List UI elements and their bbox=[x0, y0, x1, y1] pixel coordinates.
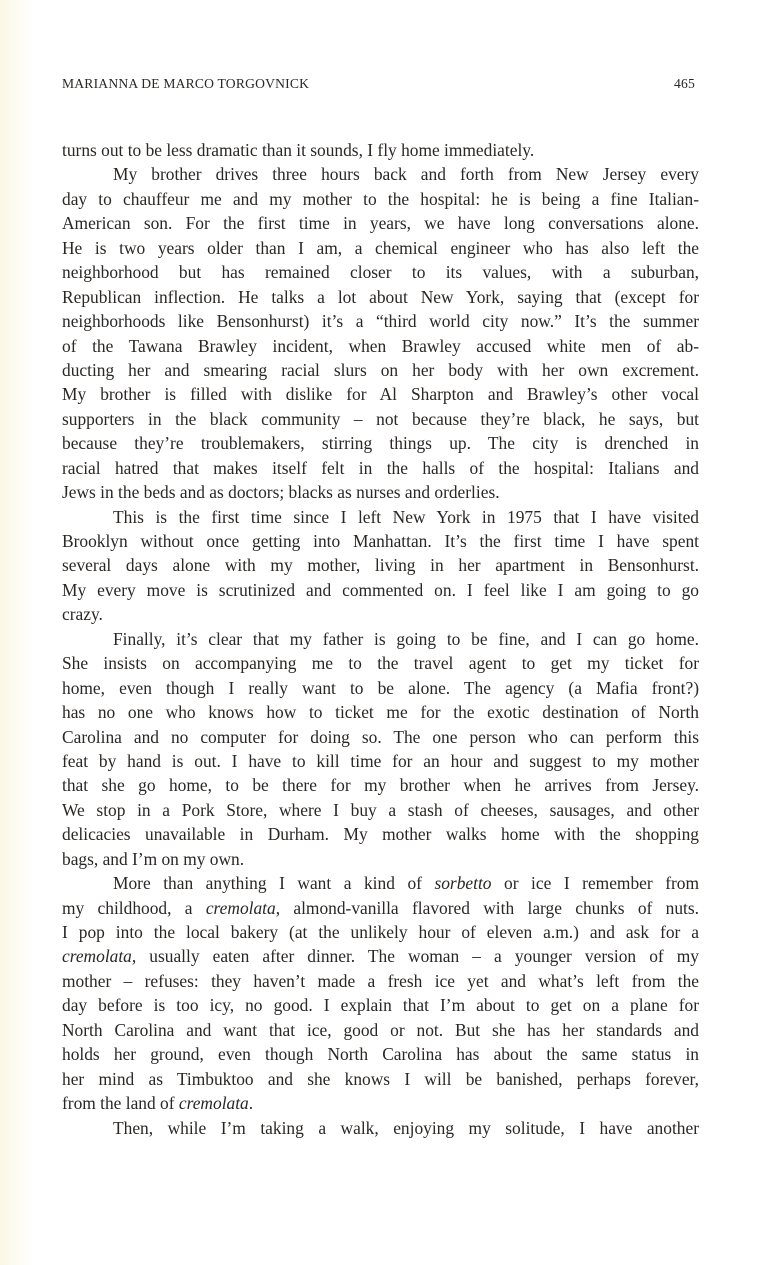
text-line bbox=[62, 969, 699, 993]
text-line bbox=[62, 602, 699, 626]
text-segment: , usually eaten after dinner. The woman – a younger version of my bbox=[131, 946, 699, 967]
text-segment: Carolina and no computer for doing so. The one person who can perform this bbox=[62, 726, 699, 747]
text-segment: feat by hand is out. I have to kill time for an hour and suggest to my mother bbox=[62, 750, 699, 771]
text-line bbox=[62, 358, 699, 382]
text-segment: Republican inflection. He talks a lot about New York, saying that (except for bbox=[62, 286, 699, 307]
text-line bbox=[62, 1042, 699, 1066]
text-segment: mother – refuses: they haven’t made a fresh ice yet and what’s left from the bbox=[62, 970, 699, 991]
paragraph bbox=[62, 138, 699, 162]
text-segment: of the Tawana Brawley incident, when Brawley accused white men of ab- bbox=[62, 335, 699, 356]
text-segment: turns out to be less dramatic than it sounds, I fly home immediately. bbox=[62, 140, 535, 160]
text-segment: We stop in a Pork Store, where I buy a stash of cheeses, sausages, and other bbox=[62, 799, 699, 820]
text-line bbox=[62, 920, 699, 944]
text-line bbox=[62, 1067, 699, 1091]
text-line bbox=[62, 309, 699, 333]
text-line bbox=[62, 700, 699, 724]
text-line bbox=[62, 553, 699, 577]
text-segment: Then, while I’m taking a walk, enjoying my solitude, I have another bbox=[113, 1117, 699, 1138]
text-line bbox=[62, 944, 699, 968]
text-segment: neighborhood but has remained closer to its values, with a suburban, bbox=[62, 262, 699, 283]
text-line bbox=[62, 138, 699, 162]
text-line bbox=[62, 773, 699, 797]
text-segment: My brother is filled with dislike for Al Sharpton and Brawley’s other vocal bbox=[62, 384, 699, 405]
text-line bbox=[62, 871, 699, 895]
text-segment: American son. For the first time in years, we have long conversations alone. bbox=[62, 213, 699, 234]
text-line bbox=[62, 627, 699, 651]
italic-term: cremolata bbox=[178, 1093, 249, 1114]
text-line bbox=[62, 578, 699, 602]
text-line bbox=[62, 260, 699, 284]
text-segment: several days alone with my mother, living in her apartment in Bensonhurst. bbox=[62, 555, 699, 576]
text-segment: or ice I remember from bbox=[491, 873, 699, 894]
text-segment: day before is too icy, no good. I explain that I’m about to get on a plane for bbox=[62, 995, 699, 1016]
text-segment: This is the first time since I left New York in 1975 that I have visited bbox=[113, 506, 699, 527]
text-segment: supporters in the black community – not because they’re black, he says, but bbox=[62, 408, 699, 429]
text-line bbox=[62, 187, 699, 211]
text-segment: bags, and I’m on my own. bbox=[62, 848, 245, 869]
text-segment: Jews in the beds and as doctors; blacks as nurses and orderlies. bbox=[62, 482, 500, 503]
paragraph bbox=[62, 871, 699, 1115]
text-segment: racial hatred that makes itself felt in the halls of the hospital: Italians and bbox=[62, 457, 699, 478]
paragraph bbox=[62, 1116, 699, 1140]
body-text bbox=[62, 138, 699, 1140]
text-segment: My every move is scrutinized and commented on. I feel like I am going to go bbox=[62, 579, 699, 600]
text-segment: Finally, it’s clear that my father is going to be fine, and I can go home. bbox=[113, 628, 699, 649]
text-line bbox=[62, 407, 699, 431]
text-segment: I pop into the local bakery (at the unlikely hour of eleven a.m.) and ask for a bbox=[62, 922, 699, 942]
text-line bbox=[62, 993, 699, 1017]
text-line bbox=[62, 334, 699, 358]
italic-term: sorbetto bbox=[434, 873, 492, 894]
text-segment: day to chauffeur me and my mother to the hospital: he is being a fine Italian- bbox=[62, 188, 699, 209]
text-segment: has no one who knows how to ticket me for the exotic destination of North bbox=[62, 702, 699, 723]
text-line bbox=[62, 211, 699, 235]
text-segment: because they’re troublemakers, stirring things up. The city is drenched in bbox=[62, 433, 699, 454]
text-segment: She insists on accompanying me to the travel agent to get my ticket for bbox=[62, 653, 699, 674]
text-line bbox=[62, 749, 699, 773]
paragraph bbox=[62, 505, 699, 627]
italic-term: cremolata bbox=[205, 897, 276, 918]
text-segment: He is two years older than I am, a chemical engineer who has also left the bbox=[62, 237, 699, 258]
text-segment: North Carolina and want that ice, good or not. But she has her standards and bbox=[62, 1019, 699, 1040]
running-head bbox=[62, 76, 695, 96]
text-segment: . bbox=[248, 1093, 254, 1114]
text-line bbox=[62, 529, 699, 553]
text-line bbox=[62, 822, 699, 846]
page-number: 465 bbox=[674, 76, 695, 91]
text-segment: ducting her and smearing racial slurs on her body with her own excrement. bbox=[62, 359, 699, 380]
text-segment: More than anything I want a kind of bbox=[113, 873, 435, 894]
text-segment: from the land of bbox=[62, 1093, 179, 1114]
text-line bbox=[62, 676, 699, 700]
text-segment: her mind as Timbuktoo and she knows I will be banished, perhaps forever, bbox=[62, 1068, 699, 1089]
text-segment: delicacies unavailable in Durham. My mother walks home with the shopping bbox=[62, 824, 699, 845]
text-line bbox=[62, 162, 699, 186]
text-line bbox=[62, 236, 699, 260]
italic-term: cremolata bbox=[62, 946, 132, 967]
text-line bbox=[62, 1018, 699, 1042]
text-segment: holds her ground, even though North Carolina has about the same status in bbox=[62, 1044, 699, 1065]
text-line bbox=[62, 1116, 699, 1140]
text-line bbox=[62, 847, 699, 871]
running-head-author: MARIANNA DE MARCO TORGOVNICK bbox=[62, 76, 310, 91]
text-segment: my childhood, a bbox=[62, 897, 206, 918]
text-line bbox=[62, 456, 699, 480]
text-line bbox=[62, 480, 699, 504]
text-line bbox=[62, 651, 699, 675]
text-line bbox=[62, 431, 699, 455]
text-line bbox=[62, 505, 699, 529]
text-line bbox=[62, 382, 699, 406]
text-segment: home, even though I really want to be alone. The agency (a Mafia front?) bbox=[62, 677, 699, 698]
text-segment: that she go home, to be there for my brother when he arrives from Jersey. bbox=[62, 775, 699, 796]
text-segment: My brother drives three hours back and forth from New Jersey every bbox=[113, 164, 699, 185]
text-segment: Brooklyn without once getting into Manhattan. It’s the first time I have spent bbox=[62, 531, 699, 551]
paragraph bbox=[62, 627, 699, 871]
text-segment: neighborhoods like Bensonhurst) it’s a “third world city now.” It’s the summer bbox=[62, 311, 699, 332]
text-line bbox=[62, 896, 699, 920]
text-line bbox=[62, 798, 699, 822]
text-line bbox=[62, 1091, 699, 1115]
text-segment: crazy. bbox=[62, 604, 103, 625]
text-line bbox=[62, 725, 699, 749]
paragraph bbox=[62, 162, 699, 504]
text-segment: , almond-vanilla flavored with large chunks of nuts. bbox=[275, 897, 699, 918]
text-line bbox=[62, 285, 699, 309]
